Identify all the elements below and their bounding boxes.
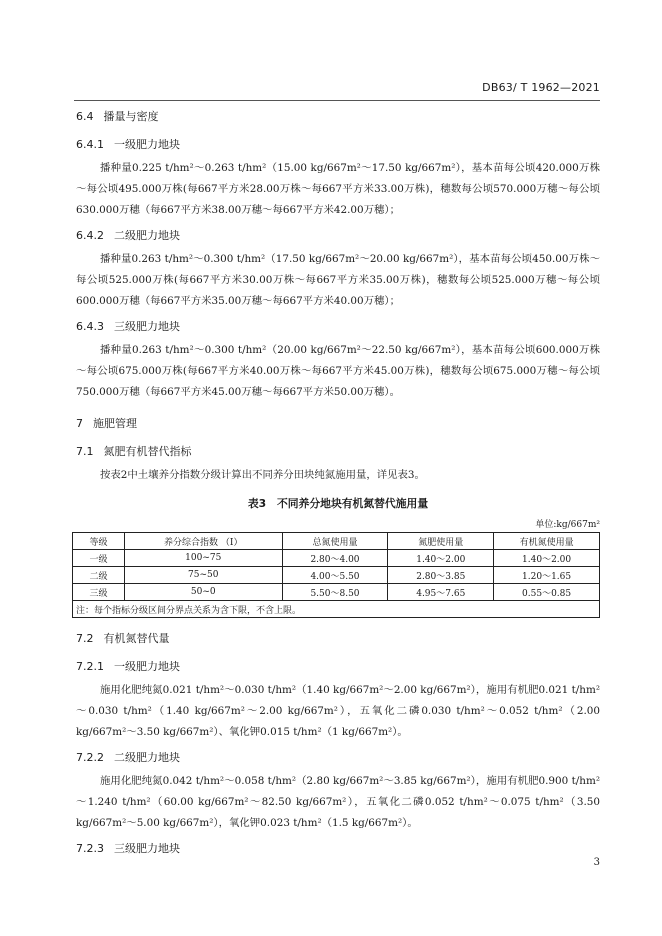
paragraph-6-4-1: 播种量0.225 t/hm²～0.263 t/hm²（15.00 kg/667m²～17.50 kg/667m²），基本苗每公顷420.000万株～每公顷495.000万株(每667平方米28.00万株～每667平方米33.00万株)，穗数每公顷570.000万穗～每公顷630.000万穗（每667平方米38.00万穗～每667平方米42.00万穗）； bbox=[76, 162, 600, 216]
page-content bbox=[76, 104, 600, 856]
table-cell: 三级 bbox=[73, 584, 125, 601]
header-fertilizer-n: 氮肥使用量 bbox=[388, 533, 494, 550]
table-cell: 100~75 bbox=[124, 550, 282, 567]
heading-number: 7 bbox=[76, 417, 83, 430]
heading-7-2-3 bbox=[76, 840, 600, 856]
heading-7-1 bbox=[76, 443, 600, 459]
table-unit: 单位:kg/667m² bbox=[535, 520, 600, 530]
heading-title: 有机氮替代量 bbox=[103, 632, 170, 645]
heading-7-2-1 bbox=[76, 658, 600, 674]
table-cell: 50~0 bbox=[124, 584, 282, 601]
heading-number: 6.4 bbox=[76, 110, 94, 123]
heading-title: 二级肥力地块 bbox=[114, 751, 180, 764]
header-nutrient-index: 养分综合指数 （I） bbox=[124, 533, 282, 550]
heading-number: 6.4.3 bbox=[76, 320, 104, 333]
heading-title: 施肥管理 bbox=[93, 417, 137, 430]
heading-number: 7.2.1 bbox=[76, 660, 104, 673]
table-note: 注：每个指标分级区间分界点关系为含下限，不含上限。 bbox=[73, 601, 600, 618]
table-row bbox=[73, 567, 600, 584]
paragraph-6-4-2: 播种量0.263 t/hm²～0.300 t/hm²（17.50 kg/667m²～20.00 kg/667m²），基本苗每公顷450.00万株～每公顷525.000万株(每667平方米30.00万株～每667平方米35.00万株)，穗数每公顷525.000万穗～每公顷600.000万穗（每667平方米35.00万穗～每667平方米40.00万穗）； bbox=[76, 253, 600, 307]
paragraph-7-2-2: 施用化肥纯氮0.042 t/hm²～0.058 t/hm²（2.80 kg/667m²～3.85 kg/667m²），施用有机肥0.900 t/hm²～1.240 t/hm²（60.00 kg/667m²～82.50 kg/667m²），五氧化二磷0.052 t/hm²～0.075 t/hm²（3.50 kg/667m²～5.00 kg/667m²），氧化钾0.023 t/hm²（1.5 kg/667m²）。 bbox=[76, 775, 600, 829]
table-row bbox=[73, 584, 600, 601]
heading-title: 三级肥力地块 bbox=[114, 320, 180, 333]
paragraph-7-2-1: 施用化肥纯氮0.021 t/hm²～0.030 t/hm²（1.40 kg/667m²～2.00 kg/667m²），施用有机肥0.021 t/hm²～0.030 t/hm²（1.40 kg/667m²～2.00 kg/667m²），五氧化二磷0.030 t/hm²～0.052 t/hm²（2.00 kg/667m²～3.50 kg/667m²）、氧化钾0.015 t/hm²（1 kg/667m²）。 bbox=[76, 684, 600, 738]
heading-6-4-3 bbox=[76, 318, 600, 334]
table-cell: 2.80～3.85 bbox=[388, 567, 494, 584]
heading-number: 6.4.2 bbox=[76, 229, 104, 242]
heading-title: 一级肥力地块 bbox=[114, 138, 180, 151]
nitrogen-substitution-table bbox=[72, 532, 600, 618]
table-cell: 2.80～4.00 bbox=[282, 550, 388, 567]
heading-7 bbox=[76, 415, 600, 431]
table-cell: 1.40～2.00 bbox=[388, 550, 494, 567]
heading-title: 一级肥力地块 bbox=[114, 660, 180, 673]
heading-number: 7.2.2 bbox=[76, 751, 104, 764]
paragraph-6-4-3: 播种量0.263 t/hm²～0.300 t/hm²（20.00 kg/667m²～22.50 kg/667m²），基本苗每公顷600.000万株～每公顷675.000万株(每667平方米40.00万株～每667平方米45.00万株)，穗数每公顷675.000万穗～每公顷750.000万穗（每667平方米45.00万穗～每667平方米50.00万穗）。 bbox=[76, 344, 600, 398]
table-header-row bbox=[73, 533, 600, 550]
table-cell: 二级 bbox=[73, 567, 125, 584]
document-code: DB63/ T 1962—2021 bbox=[482, 81, 600, 94]
table-cell: 0.55～0.85 bbox=[494, 584, 600, 601]
header-grade: 等级 bbox=[73, 533, 125, 550]
header-rule bbox=[74, 100, 600, 101]
table-title: 表3 不同养分地块有机氮替代施用量 bbox=[247, 497, 429, 510]
table-cell: 4.95～7.65 bbox=[388, 584, 494, 601]
heading-6-4 bbox=[76, 108, 600, 124]
heading-title: 氮肥有机替代指标 bbox=[103, 445, 192, 458]
paragraph-7-1: 按表2中土壤养分指数分级计算出不同养分田块纯氮施用量，详见表3。 bbox=[100, 469, 425, 481]
heading-title: 播量与密度 bbox=[103, 110, 159, 123]
heading-number: 7.1 bbox=[76, 445, 94, 458]
table-cell: 1.40～2.00 bbox=[494, 550, 600, 567]
heading-title: 三级肥力地块 bbox=[114, 842, 180, 855]
header-total-n: 总氮使用量 bbox=[282, 533, 388, 550]
heading-number: 6.4.1 bbox=[76, 138, 104, 151]
table-cell: 一级 bbox=[73, 550, 125, 567]
table-row bbox=[73, 550, 600, 567]
heading-7-2 bbox=[76, 630, 600, 646]
heading-number: 7.2 bbox=[76, 632, 94, 645]
table-cell: 5.50～8.50 bbox=[282, 584, 388, 601]
table-cell: 4.00～5.50 bbox=[282, 567, 388, 584]
header-organic-n: 有机氮使用量 bbox=[494, 533, 600, 550]
page-number: 3 bbox=[593, 857, 600, 868]
heading-number: 7.2.3 bbox=[76, 842, 104, 855]
heading-6-4-1 bbox=[76, 136, 600, 152]
heading-7-2-2 bbox=[76, 749, 600, 765]
heading-6-4-2 bbox=[76, 227, 600, 243]
heading-title: 二级肥力地块 bbox=[114, 229, 180, 242]
table-cell: 1.20～1.65 bbox=[494, 567, 600, 584]
table-note-row bbox=[73, 601, 600, 618]
table-cell: 75~50 bbox=[124, 567, 282, 584]
